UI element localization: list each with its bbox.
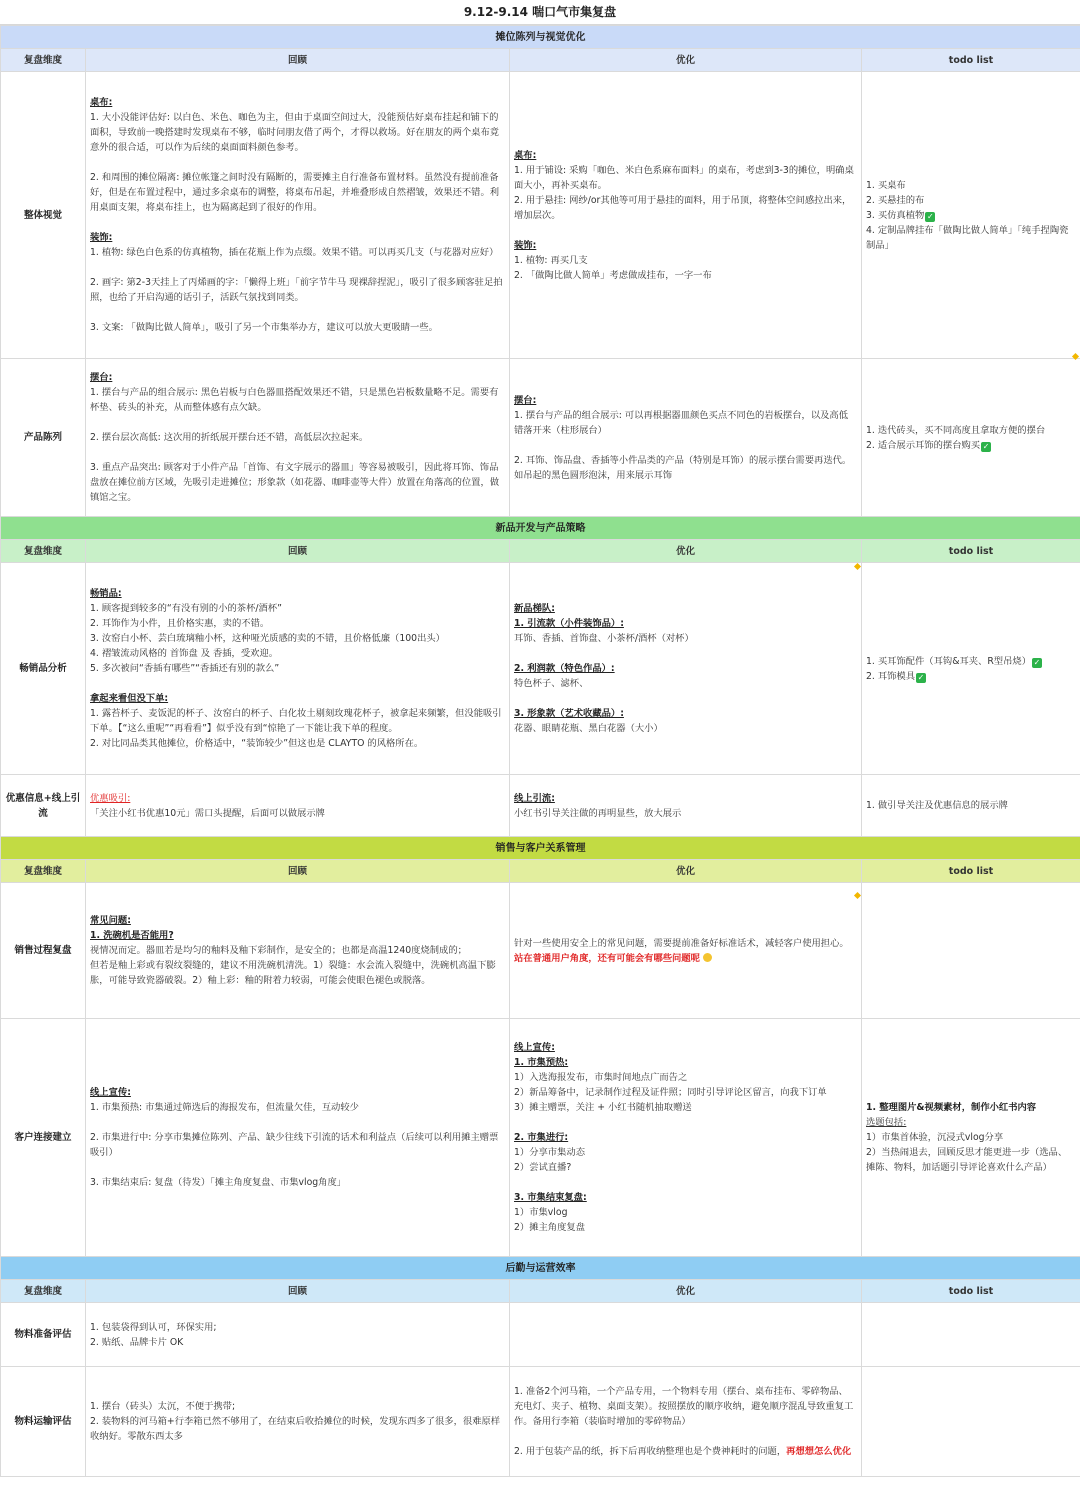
review-cell	[86, 775, 510, 837]
section-title: 新品开发与产品策略	[1, 517, 1080, 540]
todo-item: 2）当热闹退去，回顾反思才能更进一步（选品、摊陈、物料，加话题引导评论喜欢什么产品）	[866, 1147, 1068, 1173]
check-icon: ✓	[926, 211, 934, 221]
check-icon: ✓	[1033, 657, 1041, 667]
review-line: 5. 多次被问“香插有哪些”“香插还有别的款么”	[90, 663, 280, 674]
table-row	[1, 775, 1080, 837]
review-line: 2. 装物料的河马箱+行李箱已然不够用了，在结束后收拾摊位的时候，发现东西多了很多，很难原样收纳好。零散东西太多	[90, 1416, 501, 1442]
label: 新品梯队:	[514, 603, 555, 614]
row-dim: 优惠信息+线上引流	[1, 775, 86, 837]
header-review: 回顾	[86, 860, 510, 883]
check-icon: ✓	[917, 672, 925, 682]
row-dim: 物料准备评估	[1, 1303, 86, 1367]
optimize-line: 2）尝试直播?	[514, 1162, 572, 1173]
optimize-line: 2. 用于包装产品的纸，拆下后再收纳整理也是个费神耗时的问题，	[514, 1446, 787, 1457]
review-line: 3. 市集结束后: 复盘（待发）「摊主角度复盘、市集vlog角度」	[90, 1177, 347, 1188]
optimize-line: 特色杯子、滤杯、	[514, 678, 589, 689]
section-header-logistics	[1, 1257, 1080, 1280]
label: 选题包括:	[866, 1117, 907, 1128]
optimize-line: 耳饰、香插、首饰盘、小茶杯/酒杯（对杯）	[514, 633, 694, 644]
optimize-line: 1）入选海报发布，市集时间地点广而告之	[514, 1072, 688, 1083]
review-cell	[86, 72, 510, 359]
optimize-cell	[510, 775, 862, 837]
todo-item: 1. 做引导关注及优惠信息的展示牌	[866, 800, 1008, 811]
todo-item: 1）市集首体验，沉浸式vlog分享	[866, 1132, 1004, 1143]
column-header-row	[1, 860, 1080, 883]
column-header-row	[1, 540, 1080, 563]
label: 摆台:	[90, 372, 113, 383]
optimize-line: 花器、眼睛花瓶、黑白花器（大小）	[514, 723, 663, 734]
review-line: 2. 耳饰作为小件，且价格实惠，卖的不错。	[90, 618, 270, 629]
todo-item: 2. 买悬挂的布	[866, 194, 925, 206]
review-line: 1. 顾客提到较多的“有没有别的小的茶杯/酒杯”	[90, 603, 282, 614]
row-dim: 物料运输评估	[1, 1367, 86, 1477]
review-line: 2. 和周围的摊位隔离: 摊位帐篷之间时没有隔断的，需要摊主自行准备布置材料。虽然没有提前准备好，但是在布置过程中，通过多余桌布的调整，将桌布吊起，并堆叠形成自然褶皱，效果还不错。利用桌面支架，将桌布挂上，也为隔离起到了很好的作用。	[90, 172, 500, 213]
optimize-cell	[510, 563, 862, 775]
table-row	[1, 1303, 1080, 1367]
optimize-line: 小红书引导关注做的再明显些，放大展示	[514, 807, 682, 819]
todo-item: 1. 买耳饰配件（耳钩&耳夹、R型吊烧）	[866, 655, 1031, 667]
header-todo: todo list	[862, 860, 1080, 883]
section-title: 销售与客户关系管理	[1, 837, 1080, 860]
todo-cell	[862, 883, 1080, 1019]
table-row	[1, 563, 1080, 775]
header-dim: 复盘维度	[1, 49, 86, 72]
section-header-display	[1, 26, 1080, 49]
table-row	[1, 72, 1080, 359]
review-cell	[86, 1367, 510, 1477]
review-line: 1. 大小没能评估好: 以白色、米色、咖色为主，但由于桌面空间过大，没能预估好桌布挂起和铺下的面积，导致前一晚搭建时发现桌布不够，临时问朋友借了两个，才得以救场。好在朋友的两个桌布竟意外的很合适，可以作为后续的桌面面料颜色参考。	[90, 112, 500, 153]
table-row	[1, 883, 1080, 1019]
review-line: 2. 市集进行中: 分享市集摊位陈列、产品、缺少往线下引流的话术和利益点（后续可以利用摊主赠票吸引）	[90, 1132, 499, 1158]
optimize-cell	[510, 359, 862, 517]
review-cell	[86, 563, 510, 775]
column-header-row	[1, 49, 1080, 72]
table-row	[1, 1367, 1080, 1477]
todo-cell	[862, 72, 1080, 359]
header-todo: todo list	[862, 49, 1080, 72]
label: 优惠吸引:	[90, 792, 131, 804]
review-line: 3. 文案: 「做陶比做人简单」，吸引了另一个市集举办方，建议可以放大更吸睛一些。	[90, 322, 438, 333]
label: 常见问题:	[90, 915, 131, 926]
label: 1. 引流款（小件装饰品）:	[514, 618, 624, 629]
todo-cell	[862, 563, 1080, 775]
label: 2. 市集进行:	[514, 1132, 569, 1143]
optimize-cell	[510, 1019, 862, 1257]
label: 线上引流:	[514, 792, 555, 804]
review-line: 3. 汝窑白小杯、芸白琉璃釉小杯，这种哑光质感的卖的不错，且价格低廉（100出头）	[90, 633, 445, 644]
optimize-line: 2）摊主角度复盘	[514, 1222, 585, 1233]
smile-icon	[703, 953, 712, 962]
todo-item: 3. 买仿真植物	[866, 209, 925, 221]
todo-item: 1. 整理图片&视频素材，制作小红书内容	[866, 1102, 1037, 1113]
review-cell	[86, 883, 510, 1019]
review-line: 但若是釉上彩或有裂纹裂缝的，建议不用洗碗机清洗。1）裂缝：水会流入裂缝中，洗碗机高温下膨胀，可能导致瓷器破裂。2）釉上彩：釉的附着力较弱，可能会使眼色褪色或脱落。	[90, 960, 496, 986]
review-line: 1. 露苔杯子、麦饭泥的杯子、汝窑白的杯子、白化妆土剔刻玫瑰花杯子，被拿起来频繁，但没能吸引下单。【“这么重呢”“再看看”】似乎没有到“惊艳了一下能让我下单的程度。	[90, 708, 502, 734]
label: 线上宣传:	[90, 1087, 131, 1098]
review-cell	[86, 1303, 510, 1367]
optimize-line: 3）摊主赠票，关注 + 小红书随机抽取赠送	[514, 1102, 692, 1113]
header-dim: 复盘维度	[1, 1280, 86, 1303]
label: 3. 形象款（艺术收藏品）:	[514, 708, 624, 719]
review-line: 2. 贴纸、品牌卡片 OK	[90, 1336, 184, 1348]
todo-item: 4. 定制品牌挂布「做陶比做人简单」「纯手捏陶瓷制品」	[866, 224, 1069, 251]
todo-item: 2. 耳饰模具	[866, 670, 916, 682]
review-line: 「关注小红书优惠10元」需口头提醒，后面可以做展示牌	[90, 807, 325, 819]
highlight-text: 再想想怎么优化	[786, 1446, 852, 1457]
table-row	[1, 359, 1080, 517]
header-review: 回顾	[86, 1280, 510, 1303]
label: 摆台:	[514, 394, 537, 406]
row-dim: 整体视觉	[1, 72, 86, 359]
review-line: 视情况而定。器皿若是均匀的釉料及釉下彩制作，是安全的；也都是高温1240度烧制成的；	[90, 945, 467, 956]
header-todo: todo list	[862, 1280, 1080, 1303]
optimize-line: 1）分享市集动态	[514, 1147, 585, 1158]
label: 装饰:	[90, 232, 113, 243]
optimize-line: 2. 用于悬挂: 网纱/or其他等可用于悬挂的面料，用于吊顶，将整体空间感拉出来，增加层次。	[514, 194, 852, 221]
optimize-line: 2）新品筹备中，记录制作过程及证件照；同时引导评论区留言，向我下订单	[514, 1087, 827, 1098]
header-dim: 复盘维度	[1, 540, 86, 563]
label: 桌布:	[514, 149, 537, 161]
section-header-sales	[1, 837, 1080, 860]
optimize-cell	[510, 883, 862, 1019]
todo-item: 1. 迭代砖头，买不同高度且拿取方便的摆台	[866, 424, 1046, 436]
review-line: 3. 重点产品突出: 顾客对于小件产品「首饰、有文字展示的器皿」等容易被吸引，因此将耳饰、饰品盘放在摊位前方区域，先吸引走进摊位；形象款（如花器、咖啡壶等大件）放置在角落高的位置，做镇馆之宝。	[90, 462, 500, 503]
label: 桌布:	[90, 97, 113, 108]
row-dim: 销售过程复盘	[1, 883, 86, 1019]
label: 畅销品:	[90, 588, 122, 599]
todo-cell	[862, 1303, 1080, 1367]
review-line: 1. 包装袋得到认可，环保实用;	[90, 1321, 217, 1333]
column-header-row	[1, 1280, 1080, 1303]
optimize-line: 针对一些使用安全上的常见问题，需要提前准备好标准话术，减轻客户使用担心。	[514, 937, 849, 949]
label: 3. 市集结束复盘:	[514, 1192, 587, 1203]
optimize-cell	[510, 72, 862, 359]
label: 线上宣传:	[514, 1042, 555, 1053]
todo-cell	[862, 1367, 1080, 1477]
label: 拿起来看但没下单:	[90, 693, 169, 704]
label: 装饰:	[514, 239, 537, 251]
review-cell	[86, 1019, 510, 1257]
optimize-line: 1. 摆台与产品的组合展示: 可以再根据器皿颜色买点不同色的岩板摆台，以及高低错落开来（柱形展台）	[514, 409, 849, 436]
header-optimize: 优化	[510, 860, 862, 883]
section-header-product	[1, 517, 1080, 540]
optimize-line: 1. 植物: 再买几支	[514, 254, 588, 266]
label: 2. 利润款（特色作品）:	[514, 663, 615, 674]
review-line: 2. 摆台层次高低: 这次用的折纸展开摆台还不错，高低层次拉起来。	[90, 432, 369, 443]
header-review: 回顾	[86, 540, 510, 563]
header-review: 回顾	[86, 49, 510, 72]
label: 1. 洗碗机是否能用?	[90, 930, 174, 941]
highlight-text: 站在普通用户角度，还有可能会有哪些问题呢	[514, 952, 700, 964]
label: 1. 市集预热:	[514, 1057, 569, 1068]
todo-cell	[862, 1019, 1080, 1257]
review-line: 1. 植物: 绿色白色系的仿真植物，插在花瓶上作为点缀。效果不错。可以再买几支（与花器对应好）	[90, 247, 499, 258]
review-line: 1. 市集预热: 市集通过筛选后的海报发布，但流量欠佳，互动较少	[90, 1102, 359, 1113]
optimize-cell	[510, 1367, 862, 1477]
todo-cell	[862, 359, 1080, 517]
review-table	[0, 25, 1080, 1477]
header-optimize: 优化	[510, 1280, 862, 1303]
todo-cell	[862, 775, 1080, 837]
optimize-line: 1. 准备2个河马箱，一个产品专用，一个物料专用（摆台、桌布挂布、零碎物品、充电灯、夹子、植物、桌面支架）。按照摆放的顺序收纳，避免顺序混乱导致重复工作。备用行李箱（装临时增加的零碎物品）	[514, 1386, 854, 1427]
review-line: 2. 画字: 第2-3天挂上了丙烯画的字：「懒得上班」「前字节牛马 现裸辞捏泥」，吸引了很多顾客驻足拍照，也给了开启沟通的话引子，活跃气氛找到同类。	[90, 277, 503, 303]
header-dim: 复盘维度	[1, 860, 86, 883]
optimize-cell	[510, 1303, 862, 1367]
optimize-line: 2. 耳饰、饰品盘、香插等小件品类的产品（特别是耳饰）的展示摆台需要再迭代。如吊起的黑色圆形泡沫，用来展示耳饰	[514, 454, 852, 481]
review-line: 4. 褶皱流动风格的 首饰盘 及 香插，受欢迎。	[90, 648, 279, 659]
todo-item: 1. 买桌布	[866, 179, 906, 191]
header-optimize: 优化	[510, 49, 862, 72]
review-cell	[86, 359, 510, 517]
review-line: 1. 摆台与产品的组合展示: 黑色岩板与白色器皿搭配效果还不错，只是黑色岩板数量略不足。需要有杯垫、砖头的补充，从而整体感有点欠缺。	[90, 387, 499, 413]
row-dim: 畅销品分析	[1, 563, 86, 775]
section-title: 后勤与运营效率	[1, 1257, 1080, 1280]
row-dim: 客户连接建立	[1, 1019, 86, 1257]
header-todo: todo list	[862, 540, 1080, 563]
optimize-line: 1. 用于铺设: 采购「咖色、米白色系麻布面料」的桌布，考虑到3-3的摊位，明确桌面大小，再补买桌布。	[514, 164, 854, 191]
section-title: 摊位陈列与视觉优化	[1, 26, 1080, 49]
document-title: 9.12-9.14 喘口气市集复盘	[0, 0, 1080, 25]
table-row	[1, 1019, 1080, 1257]
header-optimize: 优化	[510, 540, 862, 563]
review-line: 1. 摆台（砖头）太沉，不便于携带;	[90, 1401, 236, 1412]
review-line: 2. 对比同品类其他摊位，价格适中，“装饰较少”但这也是 CLAYTO 的风格所在。	[90, 738, 424, 749]
optimize-line: 1）市集vlog	[514, 1207, 568, 1218]
row-dim: 产品陈列	[1, 359, 86, 517]
todo-item: 2. 适合展示耳饰的摆台购买	[866, 439, 981, 451]
optimize-line: 2. 「做陶比做人简单」考虑做成挂布，一字一布	[514, 269, 712, 281]
check-icon: ✓	[982, 441, 990, 451]
